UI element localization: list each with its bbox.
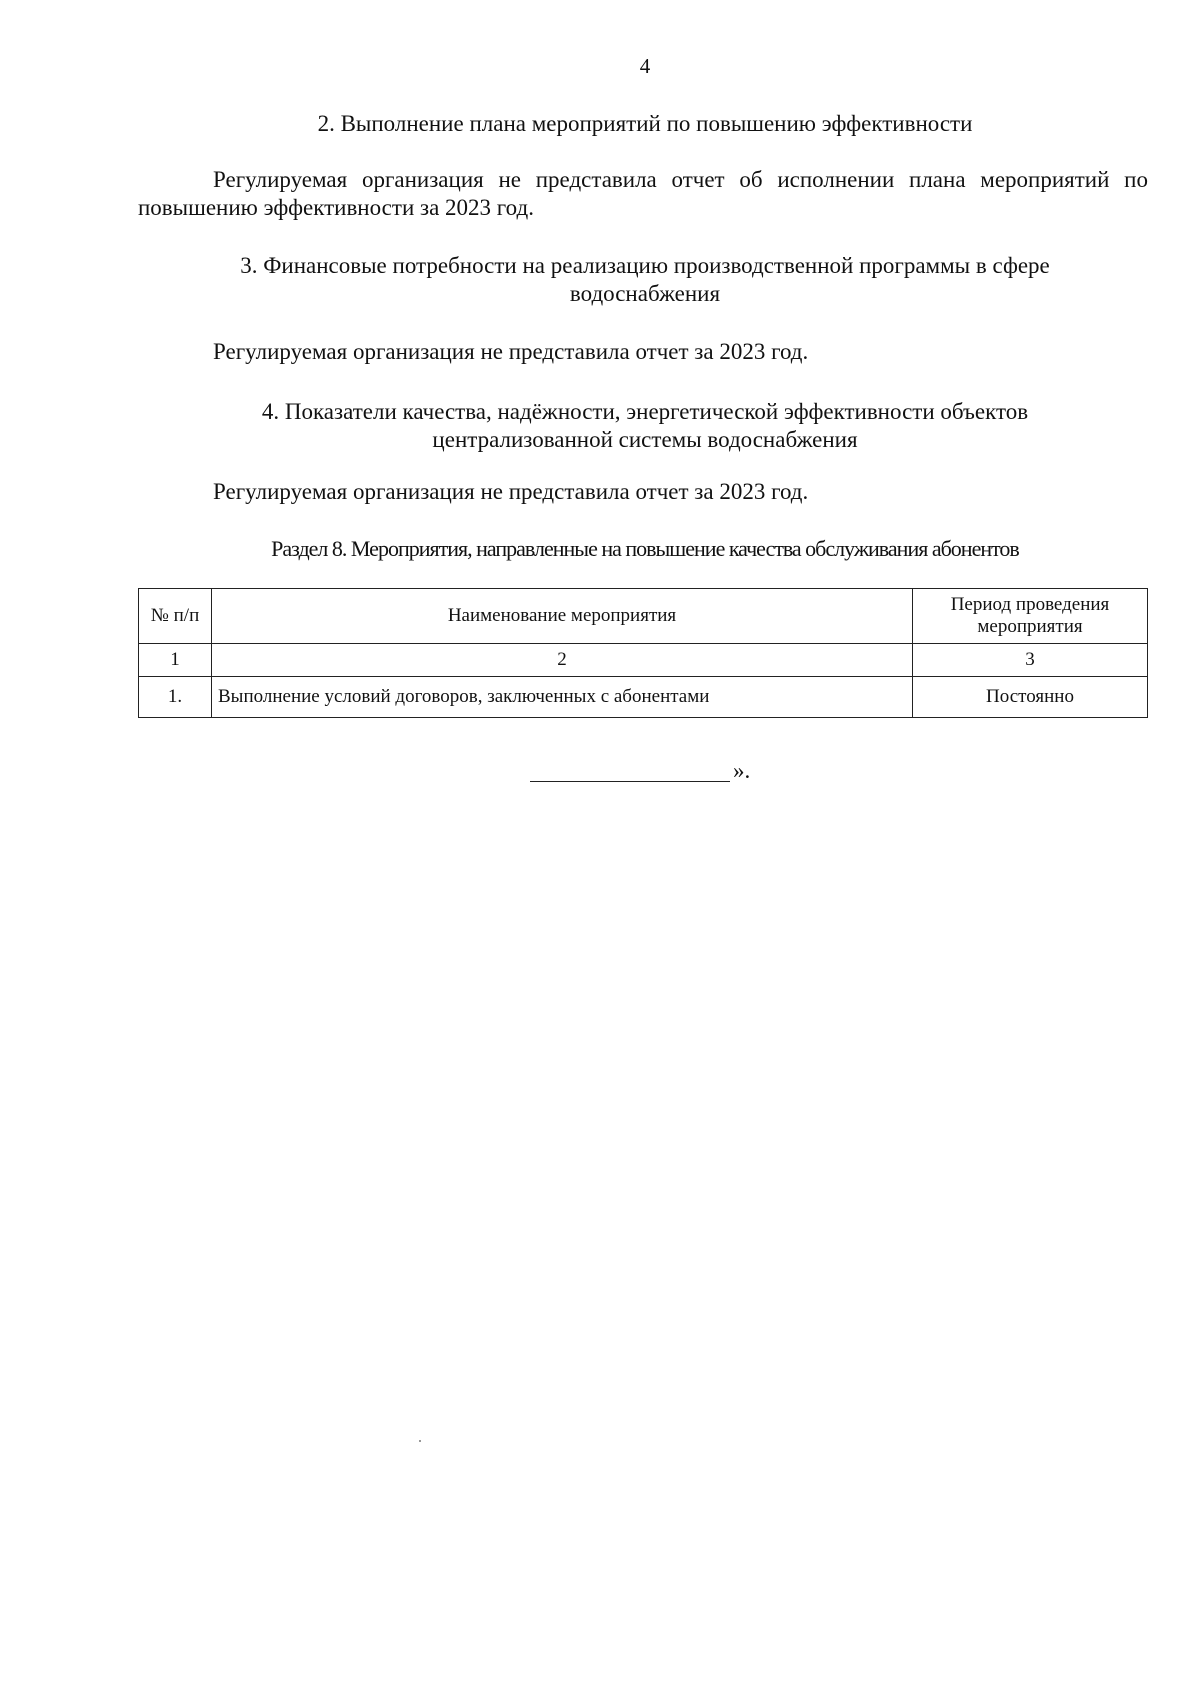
- section-4-text: Регулируемая организация не представила отчет за 2023 год.: [213, 479, 809, 504]
- section-2-text: Регулируемая организация не представила отчет об исполнении плана мероприятий по повышению эффективности за 2023 год.: [138, 167, 1148, 220]
- header-period-line2: мероприятия: [977, 616, 1083, 637]
- table-header-row: [139, 589, 1148, 644]
- table-index-row: [139, 644, 1148, 677]
- header-name: Наименование мероприятия: [212, 589, 913, 644]
- index-cell-3: 3: [913, 644, 1148, 677]
- section-3-text: Регулируемая организация не представила отчет за 2023 год.: [213, 339, 809, 364]
- section-8-title: Раздел 8. Мероприятия, направленные на повышение качества обслуживания абонентов: [271, 536, 1019, 561]
- section-3-heading-line1: 3. Финансовые потребности на реализацию производственной программы в сфере: [240, 253, 1050, 278]
- signature-line: [530, 781, 730, 782]
- section-3-heading-line2: водоснабжения: [569, 281, 721, 306]
- closing-mark: [530, 758, 750, 784]
- page-number: 4: [639, 54, 651, 78]
- section-4-heading-line2: централизованной системы водоснабжения: [432, 427, 858, 452]
- header-period-line1: Период проведения: [950, 594, 1110, 615]
- row-name: Выполнение условий договоров, заключенных с абонентами: [212, 677, 913, 718]
- header-num: № п/п: [139, 589, 212, 644]
- closing-quote: ».: [733, 758, 751, 783]
- section-2-heading: 2. Выполнение плана мероприятий по повышению эффективности: [317, 111, 973, 136]
- table-row: [139, 677, 1148, 718]
- section-4-heading-line1: 4. Показатели качества, надёжности, энергетической эффективности объектов: [261, 399, 1029, 424]
- section-3-heading: [0, 252, 1200, 308]
- section-4-heading: [0, 398, 1200, 454]
- row-num: 1.: [139, 677, 212, 718]
- index-cell-1: 1: [139, 644, 212, 677]
- measures-table: [138, 588, 1148, 718]
- row-period: Постоянно: [913, 677, 1148, 718]
- scan-speck: [419, 1440, 421, 1442]
- header-period: [913, 589, 1148, 644]
- index-cell-2: 2: [212, 644, 913, 677]
